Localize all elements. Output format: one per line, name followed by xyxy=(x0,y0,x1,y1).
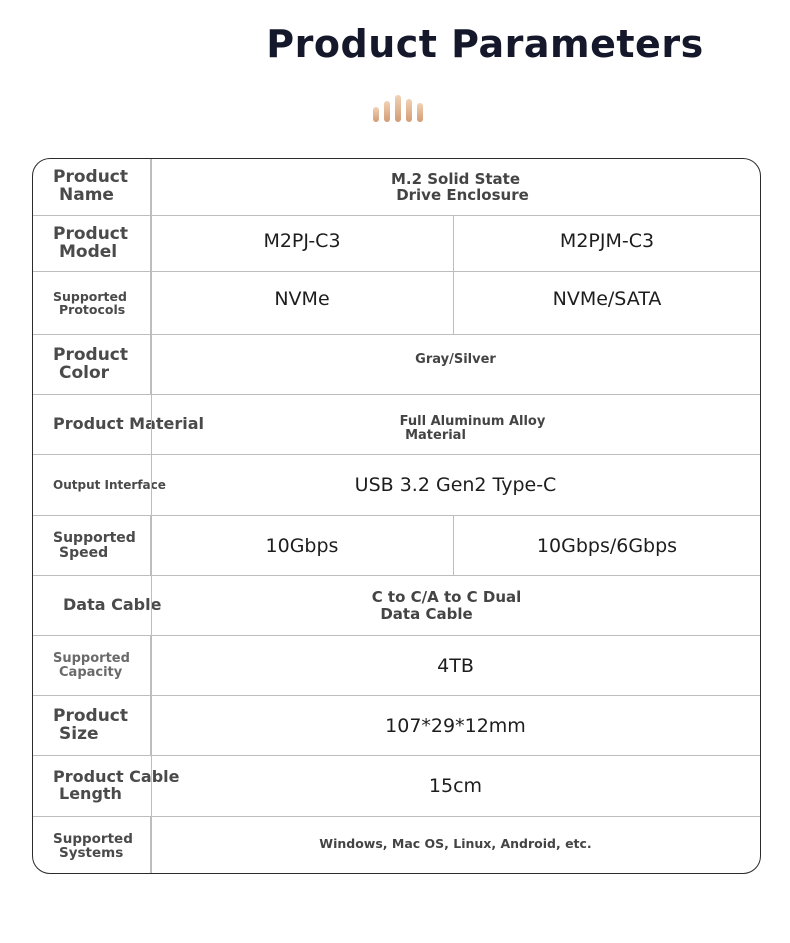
value-line: M2PJM-C3 xyxy=(559,230,655,252)
row-label xyxy=(33,335,151,394)
label-line: Product Cable xyxy=(53,767,180,787)
table-row-product-name xyxy=(33,159,760,215)
row-label xyxy=(33,159,151,215)
label-line: Model xyxy=(59,241,118,262)
label-line: Systems xyxy=(59,845,124,861)
value-line: M.2 Solid State xyxy=(390,169,521,188)
value-line: 10Gbps/6Gbps xyxy=(536,534,678,557)
value-line: Drive Enclosure xyxy=(396,186,529,204)
label-line: Name xyxy=(59,185,114,205)
row-value xyxy=(151,335,760,394)
row-label xyxy=(33,817,151,874)
value-line: Material xyxy=(405,428,466,444)
label-line: Length xyxy=(59,784,122,803)
value-line: Full Aluminum Alloy xyxy=(399,414,546,429)
value-line: NVMe xyxy=(274,288,330,310)
table-row-cable-length xyxy=(33,755,760,816)
value-line: 10Gbps xyxy=(265,534,339,557)
label-line: Protocols xyxy=(59,302,126,317)
value-line: Data Cable xyxy=(380,604,473,623)
table-row-data-cable xyxy=(33,575,760,635)
table-row-material xyxy=(33,394,760,454)
label-line: Supported xyxy=(53,529,136,546)
parameters-table xyxy=(32,158,761,874)
label-line: Output Interface xyxy=(53,477,166,492)
row-value xyxy=(151,395,760,454)
value-line: Gray/Silver xyxy=(415,352,496,367)
value-line: M2PJ-C3 xyxy=(263,230,341,252)
value-line: NVMe/SATA xyxy=(552,288,662,310)
value-line: 15cm xyxy=(428,775,483,797)
row-label xyxy=(33,216,151,271)
row-value xyxy=(151,576,760,635)
label-line: Product Material xyxy=(53,414,205,434)
row-value-right xyxy=(454,216,760,271)
label-line: Color xyxy=(59,362,110,383)
value-line: C to C/A to C Dual xyxy=(371,588,522,606)
row-value-left xyxy=(151,216,454,271)
row-value-right xyxy=(454,516,760,575)
row-label xyxy=(33,516,151,575)
value-line: 107*29*12mm xyxy=(385,714,526,737)
label-line: Supported xyxy=(53,830,133,847)
row-value-right xyxy=(454,272,760,334)
label-line: Product xyxy=(53,223,128,244)
row-value xyxy=(151,159,760,215)
row-value xyxy=(151,817,760,874)
value-line: 4TB xyxy=(437,654,474,677)
value-line: USB 3.2 Gen2 Type-C xyxy=(354,474,557,496)
row-label xyxy=(33,272,151,334)
label-line: Capacity xyxy=(59,664,123,680)
row-value xyxy=(151,756,760,816)
row-value xyxy=(151,696,760,755)
label-line: Speed xyxy=(59,544,109,561)
row-value-left xyxy=(151,516,454,575)
table-row-speed xyxy=(33,515,760,575)
value-line: Windows, Mac OS, Linux, Android, etc. xyxy=(319,836,592,851)
table-row-product-model xyxy=(33,215,760,271)
label-line: Product xyxy=(53,705,128,726)
table-row-color xyxy=(33,334,760,394)
row-label xyxy=(33,636,151,695)
row-label xyxy=(33,696,151,755)
table-row-systems xyxy=(33,816,760,874)
label-line: Supported xyxy=(53,650,130,666)
label-line: Product xyxy=(53,344,128,365)
table-row-capacity xyxy=(33,635,760,695)
row-value xyxy=(151,455,760,515)
label-line: Size xyxy=(59,723,99,744)
label-line: Product xyxy=(53,167,128,188)
label-line: Supported xyxy=(53,288,127,304)
table-row-protocols xyxy=(33,271,760,334)
row-value xyxy=(151,636,760,695)
label-line: Data Cable xyxy=(63,595,162,615)
table-row-size xyxy=(33,695,760,755)
page-title: Product Parameters xyxy=(266,22,704,66)
bar-graph-icon xyxy=(371,93,427,123)
row-value-left xyxy=(151,272,454,334)
table-row-interface xyxy=(33,454,760,515)
column-divider xyxy=(151,159,152,873)
